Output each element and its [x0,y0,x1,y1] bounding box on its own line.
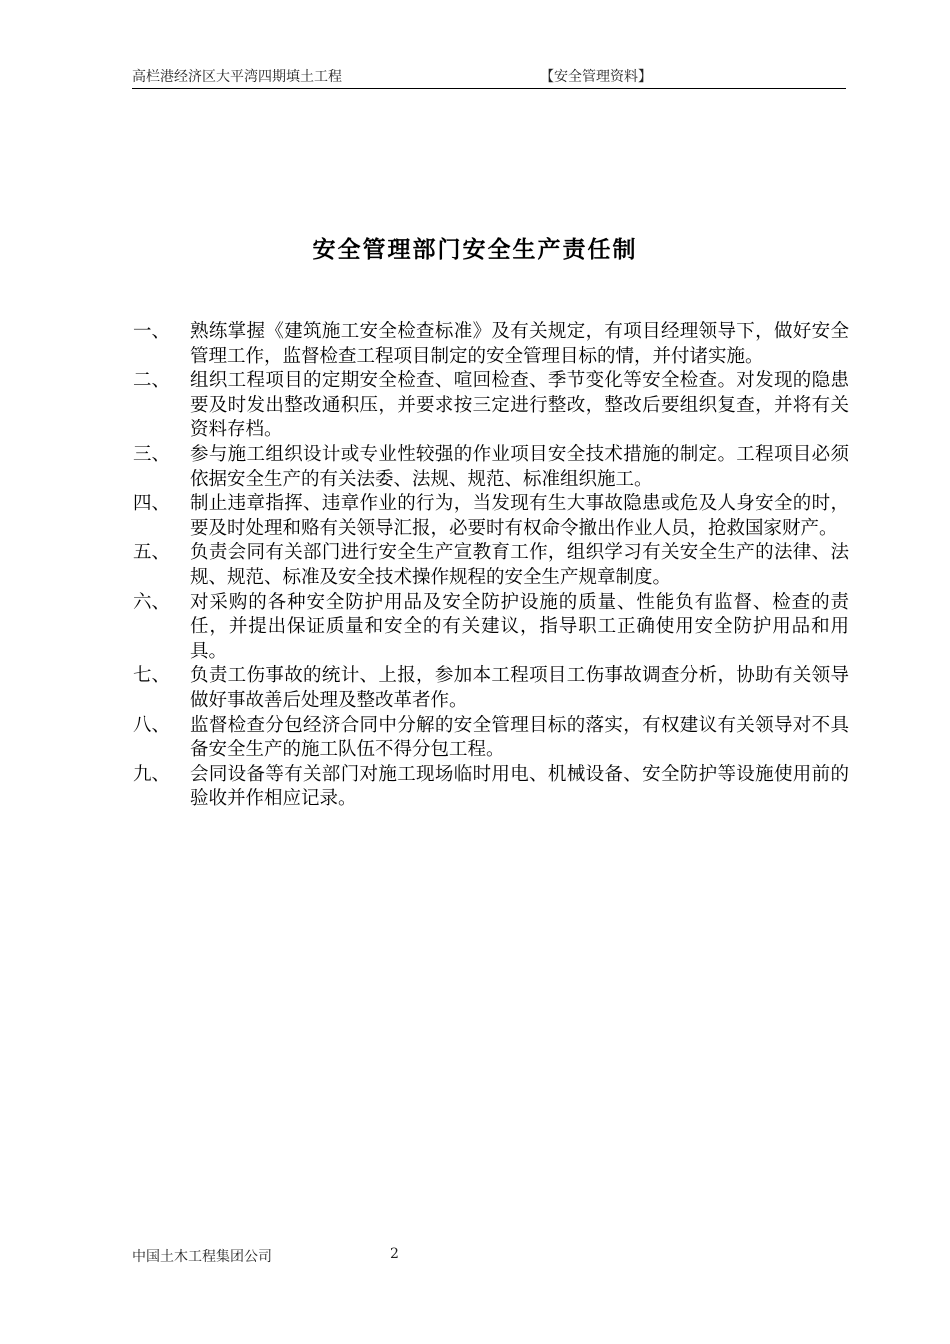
document-title: 安全管理部门安全生产责任制 [312,237,638,263]
header-project-name: 高栏港经济区大平湾四期填土工程 [132,69,342,85]
page-number: 2 [390,1246,399,1262]
item-number: 六、 [133,591,171,613]
page-header [132,66,846,89]
item-number: 三、 [133,443,171,465]
item-number: 九、 [133,763,171,785]
list-item [133,541,849,590]
list-item [133,714,849,763]
item-number: 一、 [133,321,171,342]
list-item [133,591,849,665]
item-text: 对采购的各种安全防护用品及安全防护设施的质量、性能负有监督、检查的责任，并提出保证质量和安全的有关建议，指导职工正确使用安全防护用品和用具。 [190,591,849,662]
item-text: 参与施工组织设计或专业性较强的作业项目安全技术措施的制定。工程项目必须依据安全生产的有关法委、法规、规范、标准组织施工。 [190,443,849,490]
list-item [133,492,849,541]
item-number: 八、 [133,714,171,736]
item-number: 七、 [133,665,171,687]
list-item [133,763,849,812]
footer-company: 中国土木工程集团公司 [132,1249,272,1265]
list-item [133,369,849,443]
item-text: 组织工程项目的定期安全检查、喧回检查、季节变化等安全检查。对发现的隐患要及时发出整改通积压，并要求按三定进行整改，整改后要组织复查，并将有关资料存档。 [190,370,849,441]
item-text: 会同设备等有关部门对施工现场临时用电、机械设备、安全防护等设施使用前的验收并作相应记录。 [190,763,849,810]
responsibility-list [133,320,849,812]
item-text: 制止违章指挥、违章作业的行为，当发现有生大事故隐患或危及人身安全的时，要及时处理和赂有关领导汇报，必要时有权命令撤出作业人员，抢救国家财产。 [190,493,849,539]
list-item [133,320,849,369]
item-number: 五、 [133,542,171,564]
item-text: 熟练掌握《建筑施工安全检查标准》及有关规定，有项目经理领导下，做好安全管理工作，监督检查工程项目制定的安全管理目标的情，并付诸实施。 [190,321,849,367]
list-item [133,664,849,713]
item-text: 负责会同有关部门进行安全生产宣教育工作，组织学习有关安全生产的法律、法规、规范、标准及安全技术操作规程的安全生产规章制度。 [190,542,849,588]
list-item [133,443,849,492]
item-number: 二、 [133,370,171,392]
item-text: 负责工伤事故的统计、上报，参加本工程项目工伤事故调查分析，协助有关领导做好事故善后处理及整改革者作。 [190,665,849,711]
item-number: 四、 [133,493,171,515]
header-category: 【安全管理资料】 [540,69,652,85]
item-text: 监督检查分包经济合同中分解的安全管理目标的落实，有权建议有关领导对不具备安全生产的施工队伍不得分包工程。 [190,714,849,761]
